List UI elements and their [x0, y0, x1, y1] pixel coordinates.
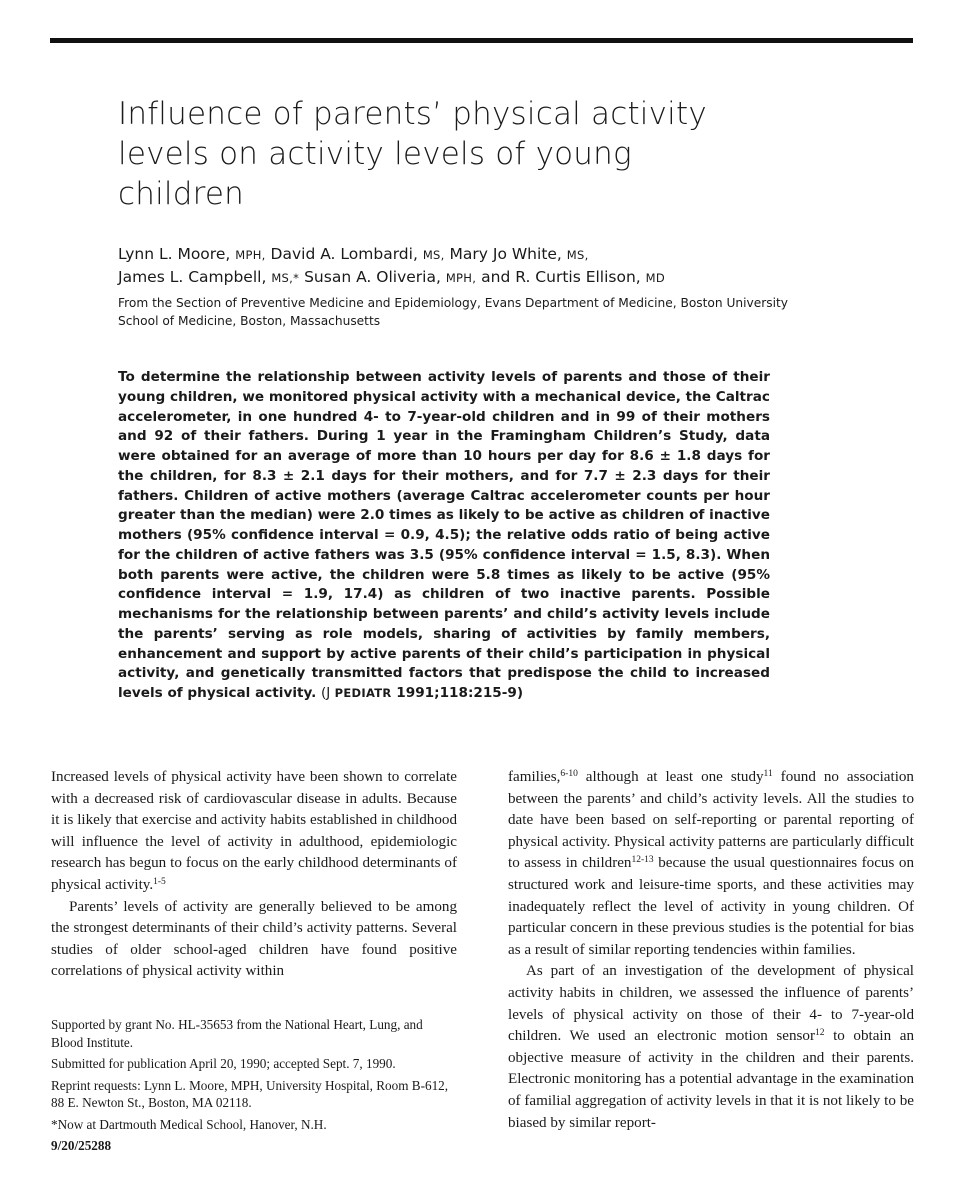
- reference-superscript: 11: [763, 769, 773, 779]
- author-list: [118, 243, 838, 289]
- paragraph: [508, 767, 914, 961]
- author-name: Susan A. Oliveria,: [304, 268, 441, 286]
- paragraph: [51, 767, 457, 897]
- author-degree: MS,: [422, 248, 445, 262]
- paragraph-text: As part of an investigation of the development of physical activity habits in children, we assessed the influence of parents’ levels of physical activity on those of their 4- to 7-year-old children. We used an electronic motion sensor: [508, 963, 914, 1045]
- reference-superscript: 6-10: [560, 769, 578, 779]
- author-degree: MPH,: [235, 248, 266, 262]
- author-name: Mary Jo White,: [449, 245, 562, 263]
- author-name: Lynn L. Moore,: [118, 245, 231, 263]
- abstract-text: To determine the relationship between activity levels of parents and those of their young children, we monitored physical activity with a mechanical device, the Caltrac accelerometer, in one hundred 4- to 7-year-old children and in 99 of their mothers and 92 of their fathers. During 1 year in the Framingham Children’s Study, data were obtained for an average of more than 10 hours per day for 8.6 ± 1.8 days for the children, for 8.3 ± 2.1 days for their mothers, and for 7.7 ± 2.3 days for their fathers. Children of active mothers (average Caltrac accelerometer counts per hour greater than the median) were 2.0 times as likely to be active as children of inactive mothers (95% confidence interval = 0.9, 4.5); the relative odds ratio of being active for the children of active fathers was 3.5 (95% confidence interval = 1.5, 8.3). When both parents were active, the children were 5.8 times as likely to be active (95% confidence interval = 1.9, 17.4) as children of two inactive parents. Possible mechanisms for the relationship between parents’ and child’s activity levels include the parents’ serving as role models, sharing of activities by family members, enhancement and support by active parents of their child’s participation in physical activity, and genetically transmitted factors that predispose the child to increased levels of physical activity.: [118, 369, 770, 701]
- citation-suffix: 1991;118:215-9): [391, 685, 524, 701]
- reference-superscript: 12-13: [631, 855, 654, 866]
- author-name: and R. Curtis Ellison,: [481, 268, 641, 286]
- article-title: Influence of parents’ physical activity levels on activity levels of young children: [118, 96, 707, 212]
- paragraph-text: because the usual questionnaires focus on structured work and leisure-time sports, and these activities may inadequately reflect the level of activity in young children. Of particular concern in these previous studies is the potential for bias as a result of similar reporting tendencies within families.: [508, 855, 914, 958]
- affiliation: From the Section of Preventive Medicine and Epidemiology, Evans Department of Medicine, Boston University School of Medicine, Boston, Massachusetts: [118, 296, 788, 328]
- author-degree: MPH,: [445, 271, 477, 285]
- body-column-right: [508, 767, 914, 1134]
- citation-prefix: (J: [321, 685, 335, 701]
- paragraph-text: to obtain an objective measure of activity in the children and their parents. Electronic monitoring has a potential advantage in the examination of familial aggregation of activity levels in that it is not likely to be biased by similar report-: [508, 1028, 914, 1131]
- paragraph-text: although at least one study: [577, 769, 764, 785]
- paragraph: Parents’ levels of activity are generally believed to be among the strongest determinants of their child’s activity patterns. Several studies of older school-aged children have found positive correlations of physical activity within: [51, 898, 457, 980]
- paragraph-text: families,: [508, 769, 561, 785]
- reference-superscript: 12: [815, 1028, 825, 1039]
- reference-superscript: 1-5: [153, 876, 166, 887]
- footnote-support: Supported by grant No. HL-35653 from the National Heart, Lung, and Blood Institute.: [51, 1017, 423, 1050]
- top-rule: [50, 38, 913, 43]
- author-degree: MD: [645, 271, 666, 285]
- footnote-now-at: *Now at Dartmouth Medical School, Hanover, N.H.: [51, 1116, 327, 1132]
- footnote-reprint: Reprint requests: Lynn L. Moore, MPH, University Hospital, Room B-612, 88 E. Newton St., Boston, MA 02118.: [51, 1077, 449, 1110]
- body-column-left: [51, 767, 457, 983]
- citation-journal: PEDIATR: [334, 686, 392, 700]
- footnote-submitted: Submitted for publication April 20, 1990; accepted Sept. 7, 1990.: [51, 1056, 396, 1071]
- author-name: James L. Campbell,: [118, 268, 267, 286]
- author-degree: MS,: [566, 248, 589, 262]
- paragraph: [508, 961, 914, 1134]
- paragraph-text: found no association between the parents’ and child’s activity levels. All the studies to date have been based on self-reporting or parental reporting of physical activity. Physical activity patterns are particularly difficult to assess in children: [508, 769, 914, 872]
- author-degree: MS,*: [271, 271, 300, 285]
- abstract: [118, 368, 770, 704]
- footnotes: [51, 1016, 457, 1159]
- author-name: David A. Lombardi,: [270, 245, 418, 263]
- paragraph-text: Increased levels of physical activity have been shown to correlate with a decreased risk of cardiovascular disease in adults. Because it is likely that exercise and activity habits established in childhood will influence the level of activity in adulthood, epidemiologic research has begun to focus on the early childhood determinants of physical activity.: [51, 769, 457, 893]
- footnote-code: 9/20/25288: [51, 1138, 112, 1153]
